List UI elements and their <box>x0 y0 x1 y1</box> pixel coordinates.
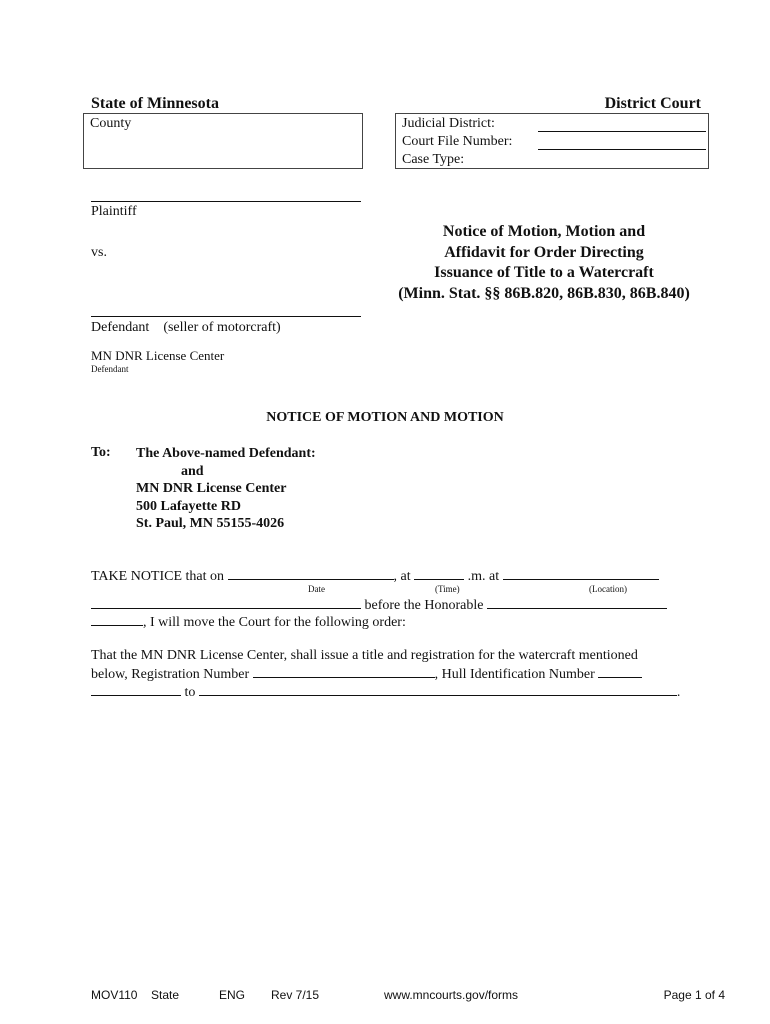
time-field[interactable] <box>414 567 464 580</box>
registration-number-field[interactable] <box>253 665 435 678</box>
take-notice-text: TAKE NOTICE that on <box>91 569 225 584</box>
before-honorable-text: before the Honorable <box>364 598 484 613</box>
title-line-4: (Minn. Stat. §§ 86B.820, 86B.830, 86B.840) <box>398 284 690 302</box>
second-defendant-label: Defendant <box>91 364 129 374</box>
county-label: County <box>90 116 132 131</box>
county-box <box>83 113 363 169</box>
document-title <box>380 222 708 304</box>
period-text: . <box>676 685 681 700</box>
to-line-2: and <box>181 463 204 479</box>
at-text: , at <box>393 569 411 584</box>
judge-name-field[interactable] <box>487 596 667 609</box>
second-defendant-name: MN DNR License Center <box>91 348 225 363</box>
order-line-2 <box>91 665 642 683</box>
title-line-3: Issuance of Title to a Watercraft <box>434 264 654 281</box>
footer-url[interactable]: www.mncourts.gov/forms <box>384 988 519 1002</box>
move-court-line <box>91 613 406 631</box>
court-file-number-field[interactable] <box>538 149 706 150</box>
location-field[interactable] <box>503 567 659 580</box>
honorable-line <box>91 596 667 614</box>
hull-id-text: , Hull Identification Number <box>434 667 595 682</box>
plaintiff-label: Plaintiff <box>91 204 137 219</box>
date-caption: Date <box>308 584 325 594</box>
to-text: to <box>184 685 196 700</box>
defendant-note: (seller of motorcraft) <box>163 320 281 335</box>
judge-name-continued-field[interactable] <box>91 613 143 626</box>
defendant-label <box>91 320 281 336</box>
recipient-field[interactable] <box>199 683 677 696</box>
location-caption: (Location) <box>589 584 627 594</box>
footer-language: ENG <box>219 988 246 1002</box>
plaintiff-field[interactable] <box>91 201 361 202</box>
court-file-number-label: Court File Number: <box>402 134 513 149</box>
section-heading: NOTICE OF MOTION AND MOTION <box>266 410 504 425</box>
defendant-field[interactable] <box>91 316 361 317</box>
footer-page-number: Page 1 of 4 <box>663 988 725 1002</box>
court-heading: District Court <box>604 95 701 112</box>
to-label: To: <box>91 445 111 460</box>
judicial-district-field[interactable] <box>538 131 706 132</box>
to-address-block <box>136 445 316 533</box>
take-notice-line <box>91 567 659 585</box>
to-line-4: 500 Lafayette RD <box>136 498 241 514</box>
hearing-detail-field[interactable] <box>91 596 361 609</box>
case-type-label: Case Type: <box>402 152 465 167</box>
state-heading: State of Minnesota <box>91 95 219 112</box>
m-at-text: .m. at <box>467 569 500 584</box>
hull-id-field[interactable] <box>598 665 642 678</box>
order-line-3 <box>91 683 680 701</box>
to-line-1: The Above-named Defendant: <box>136 446 316 461</box>
to-line-3: MN DNR License Center <box>136 481 287 496</box>
footer-form-id: MOV110 <box>91 988 138 1002</box>
registration-number-text: below, Registration Number <box>91 667 250 682</box>
footer-state: State <box>151 988 180 1002</box>
case-info-box <box>395 113 709 169</box>
defendant-label-text: Defendant <box>91 320 150 335</box>
title-line-2: Affidavit for Order Directing <box>444 243 644 261</box>
vs-label: vs. <box>91 245 107 260</box>
judicial-district-label: Judicial District: <box>402 116 495 131</box>
date-field[interactable] <box>228 567 394 580</box>
to-line-5: St. Paul, MN 55155-4026 <box>136 516 285 531</box>
time-caption: (Time) <box>435 584 460 594</box>
footer-revision: Rev 7/15 <box>271 988 320 1002</box>
order-line-1: That the MN DNR License Center, shall issue a title and registration for the watercraft mentioned <box>91 648 638 663</box>
title-line-1: Notice of Motion, Motion and <box>442 223 646 240</box>
hull-id-continued-field[interactable] <box>91 683 181 696</box>
move-court-text: , I will move the Court for the following order: <box>143 615 406 630</box>
